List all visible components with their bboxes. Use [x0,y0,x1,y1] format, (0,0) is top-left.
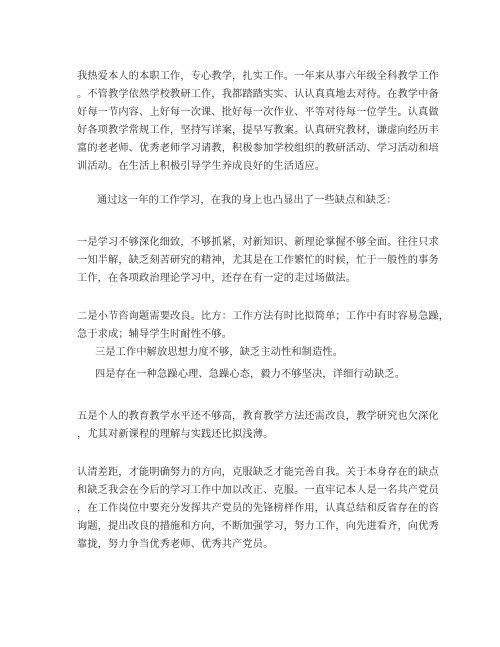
text-line: 工作，在各项政治理论学习中，还存在有一定的走过场做法。 [77,273,357,284]
text-line: 富的老老师、优秀老师学习请教，积极参加学校组织的教研活动、学习活动和培 [77,143,439,154]
text-line: 。不管教学依然学校教研工作，我都踏踏实实、认认真真地去对待。在教学中备 [77,89,439,100]
paragraph-conclusion [77,464,439,554]
text-line: 我热爱本人的本职工作，专心教学，扎实工作。一年来从事六年级全科教学工作 [77,71,439,82]
paragraph-intro [77,68,439,176]
paragraph-point-one [77,234,439,288]
text-line: 三是工作中解放思想力度不够，缺乏主动性和制造性。 [95,347,344,358]
text-line: 训活动。在生活上积极引导学生养成良好的生活适应。 [77,161,326,172]
text-line: 好每一节内容、上好每一次课、批好每一次作业、平等对待每一位学生。认真做 [77,107,439,118]
text-line: 通过这一年的工作学习，在我的身上也凸显出了一些缺点和缺乏： [97,195,397,206]
text-line: 认清差距，才能明确努力的方向，克服缺乏才能完善自我。关于本身存在的缺点 [77,467,439,478]
paragraph-shortcomings-intro [97,192,427,210]
text-line: ，在工作岗位中要充分发挥共产党员的先锋榜样作用，认真总结和反省存在的咨 [77,503,439,514]
text-line: 靠拢，努力争当优秀老师、优秀共产党员。 [77,539,274,550]
text-line: 急于求成；辅导学生时耐性不够。 [77,329,233,340]
paragraph-point-four [95,366,427,384]
text-line: 询题，提出改良的措施和方向，不断加强学习，努力工作，向先进看齐，向优秀 [77,521,439,532]
text-line: 和缺乏我会在今后的学习工作中加以改正、克服。一直牢记本人是一名共产党员 [77,485,439,496]
paragraph-point-five [77,408,439,444]
text-line: 一是学习不够深化细致，不够抓紧，对新知识、新理论掌握不够全面。往往只求 [77,237,439,248]
text-line: 好各项教学常规工作，坚持写详案，提早写教案。认真研究教材，谦虚向经历丰 [77,125,439,136]
text-line: 一知半解，缺乏刻苦研究的精神，尤其是在工作繁忙的时候，忙于一般性的事务 [77,255,439,266]
text-line: 四是存在一种急躁心理、急躁心态，毅力不够坚决，详细行动缺乏。 [95,369,406,380]
paragraph-point-three [95,344,427,362]
paragraph-point-two [77,308,450,344]
text-line: ，尤其对新课程的理解与实践还比拟浅薄。 [77,429,274,440]
text-line: 五是个人的教育教学水平还不够高，教育教学方法还需改良，教学研究也欠深化 [77,411,439,422]
text-line: 二是小节咨询题需要改良。比方：工作方法有时比拟简单；工作中有时容易急躁， [77,311,450,322]
